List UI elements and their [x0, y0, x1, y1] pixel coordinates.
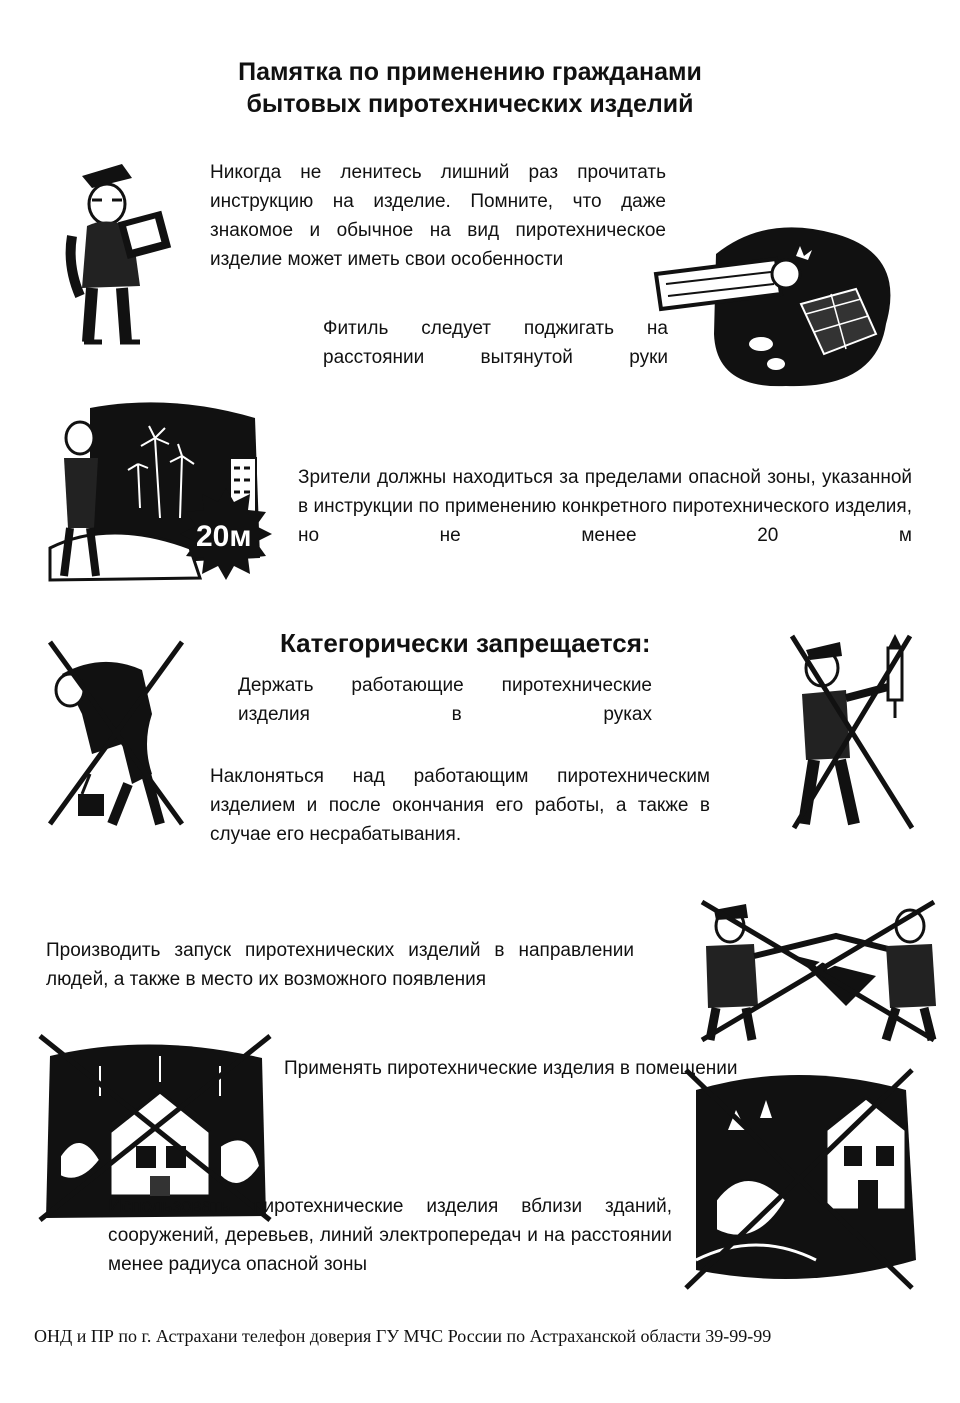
title-line-2: бытовых пиротехнических изделий: [246, 90, 694, 118]
prohibition-indoors: Применять пиротехнические изделия в помещении: [284, 1058, 738, 1079]
lean-illustration: [780, 628, 920, 834]
aim-illustration: [696, 896, 940, 1044]
spectators-illustration: [50, 398, 275, 583]
hold-illustration: [42, 634, 188, 834]
prohibition-lean: Наклоняться над работающим пиротехническим изделием и после окончания его работы, а также в случае его несрабатывания.: [210, 766, 710, 845]
page-title: [150, 56, 790, 120]
prohibition-hold: Держать работающие пиротехнические изделия в руках: [238, 675, 652, 725]
reader-illustration: [52, 156, 172, 346]
fuse-illustration: [656, 214, 906, 394]
tip-fuse: Фитиль следует поджигать на расстоянии вытянутой руки: [323, 318, 668, 368]
tip-spectators: Зрители должны находиться за пределами опасной зоны, указанной в инструкции по применению конкретного пиротехнического изделия, но не менее 20 м: [298, 467, 912, 546]
tip-instruction: Никогда не ленитесь лишний раз прочитать инструкцию на изделие. Помните, что даже знакомое и обычное на вид пиротехническое изделие может иметь свои особенности: [210, 162, 666, 270]
distance-badge: 20м: [196, 520, 252, 553]
title-line-1: Памятка по применению гражданами: [238, 58, 702, 86]
prohibition-near-buildings: Использовать пиротехнические изделия вблизи зданий, сооружений, деревьев, линий электропередач и на расстоянии менее радиуса опасной зоны: [108, 1196, 672, 1275]
near-buildings-illustration: [676, 1060, 924, 1292]
footer-contact: ОНД и ПР по г. Астрахани телефон доверия ГУ МЧС России по Астраханской области 39-99-99: [34, 1326, 772, 1346]
prohibition-aim: Производить запуск пиротехнических изделий в направлении людей, а также в место их возможного появления: [46, 940, 634, 990]
prohibited-heading: Категорически запрещается:: [280, 628, 651, 658]
